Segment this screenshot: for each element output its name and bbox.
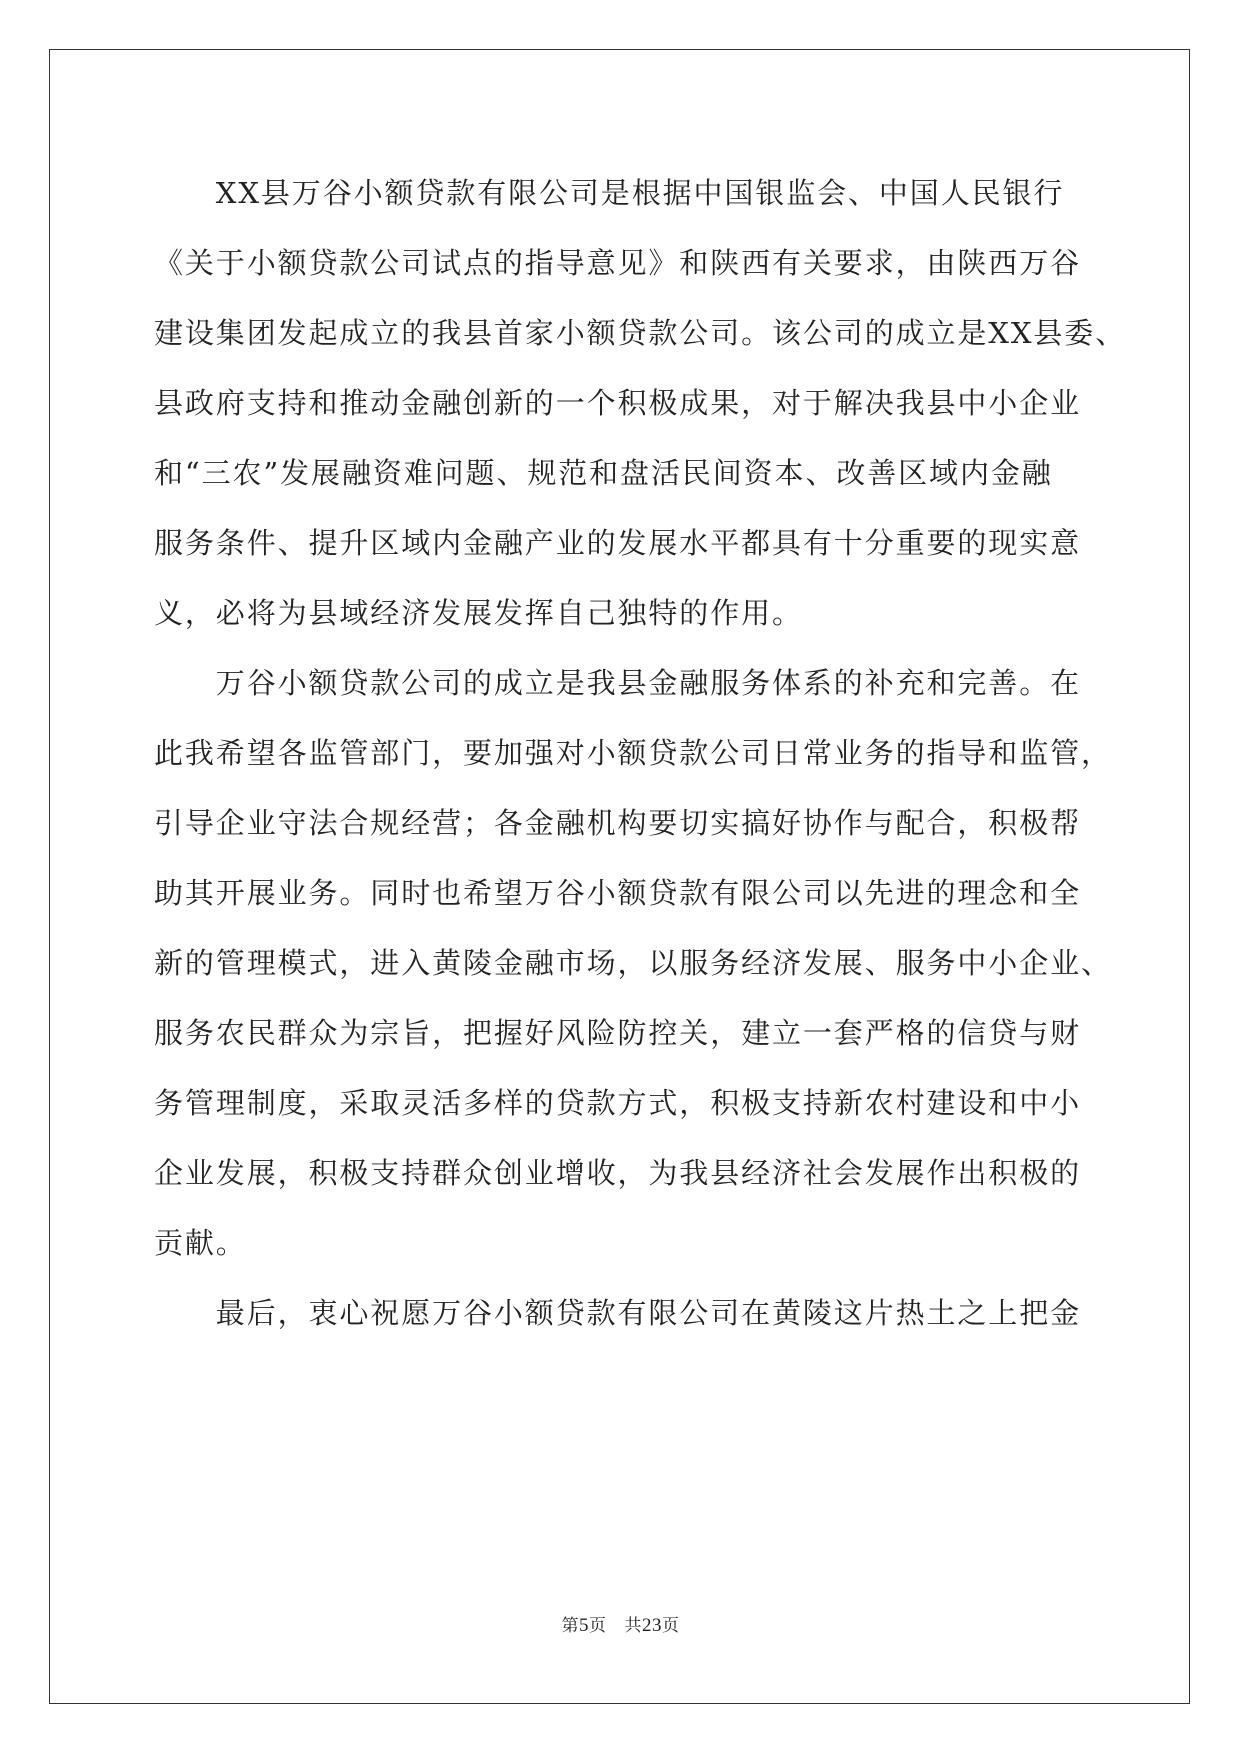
text-line: 贡献。 bbox=[154, 1226, 247, 1260]
text-line: 助其开展业务。同时也希望万谷小额贷款有限公司以先进的理念和全 bbox=[154, 876, 1082, 910]
text-line: 新的管理模式，进入黄陵金融市场，以服务经济发展、服务中小企业、 bbox=[154, 946, 1112, 980]
text-line: 最后，衷心祝愿万谷小额贷款有限公司在黄陵这片热土之上把金 bbox=[154, 1296, 1082, 1330]
text-line: 义，必将为县域经济发展发挥自己独特的作用。 bbox=[154, 596, 803, 630]
footer-total-suffix: 页 bbox=[662, 1616, 680, 1636]
page-footer bbox=[0, 1611, 1241, 1637]
footer-total-pages: 23 bbox=[642, 1615, 662, 1636]
text-line: 引导企业守法合规经营；各金融机构要切实搞好协作与配合，积极帮 bbox=[154, 806, 1082, 840]
text-line: 县政府支持和推动金融创新的一个积极成果，对于解决我县中小企业 bbox=[154, 386, 1082, 420]
text-line: 务管理制度，采取灵活多样的贷款方式，积极支持新农村建设和中小 bbox=[154, 1086, 1082, 1120]
document-body bbox=[154, 158, 1127, 1348]
footer-page-number: 5 bbox=[579, 1615, 589, 1636]
text-line: 服务农民群众为宗旨，把握好风险防控关，建立一套严格的信贷与财 bbox=[154, 1016, 1082, 1050]
text-line: 《关于小额贷款公司试点的指导意见》和陕西有关要求，由陕西万谷 bbox=[154, 246, 1082, 280]
text-line: 企业发展，积极支持群众创业增收，为我县经济社会发展作出积极的 bbox=[154, 1156, 1082, 1190]
footer-prefix: 第 bbox=[561, 1616, 579, 1636]
text-line: 万谷小额贷款公司的成立是我县金融服务体系的补充和完善。在 bbox=[154, 666, 1082, 700]
text-line: 此我希望各监管部门，要加强对小额贷款公司日常业务的指导和监管， bbox=[154, 736, 1112, 770]
text-line: 建设集团发起成立的我县首家小额贷款公司。该公司的成立是XX县委、 bbox=[154, 316, 1127, 350]
text-line: 和“三农”发展融资难问题、规范和盘活民间资本、改善区域内金融 bbox=[154, 456, 1053, 490]
text-line: XX县万谷小额贷款有限公司是根据中国银监会、中国人民银行 bbox=[154, 176, 1065, 210]
footer-page-suffix: 页 bbox=[589, 1616, 607, 1636]
footer-total-prefix: 共 bbox=[624, 1616, 642, 1636]
text-line: 服务条件、提升区域内金融产业的发展水平都具有十分重要的现实意 bbox=[154, 526, 1082, 560]
